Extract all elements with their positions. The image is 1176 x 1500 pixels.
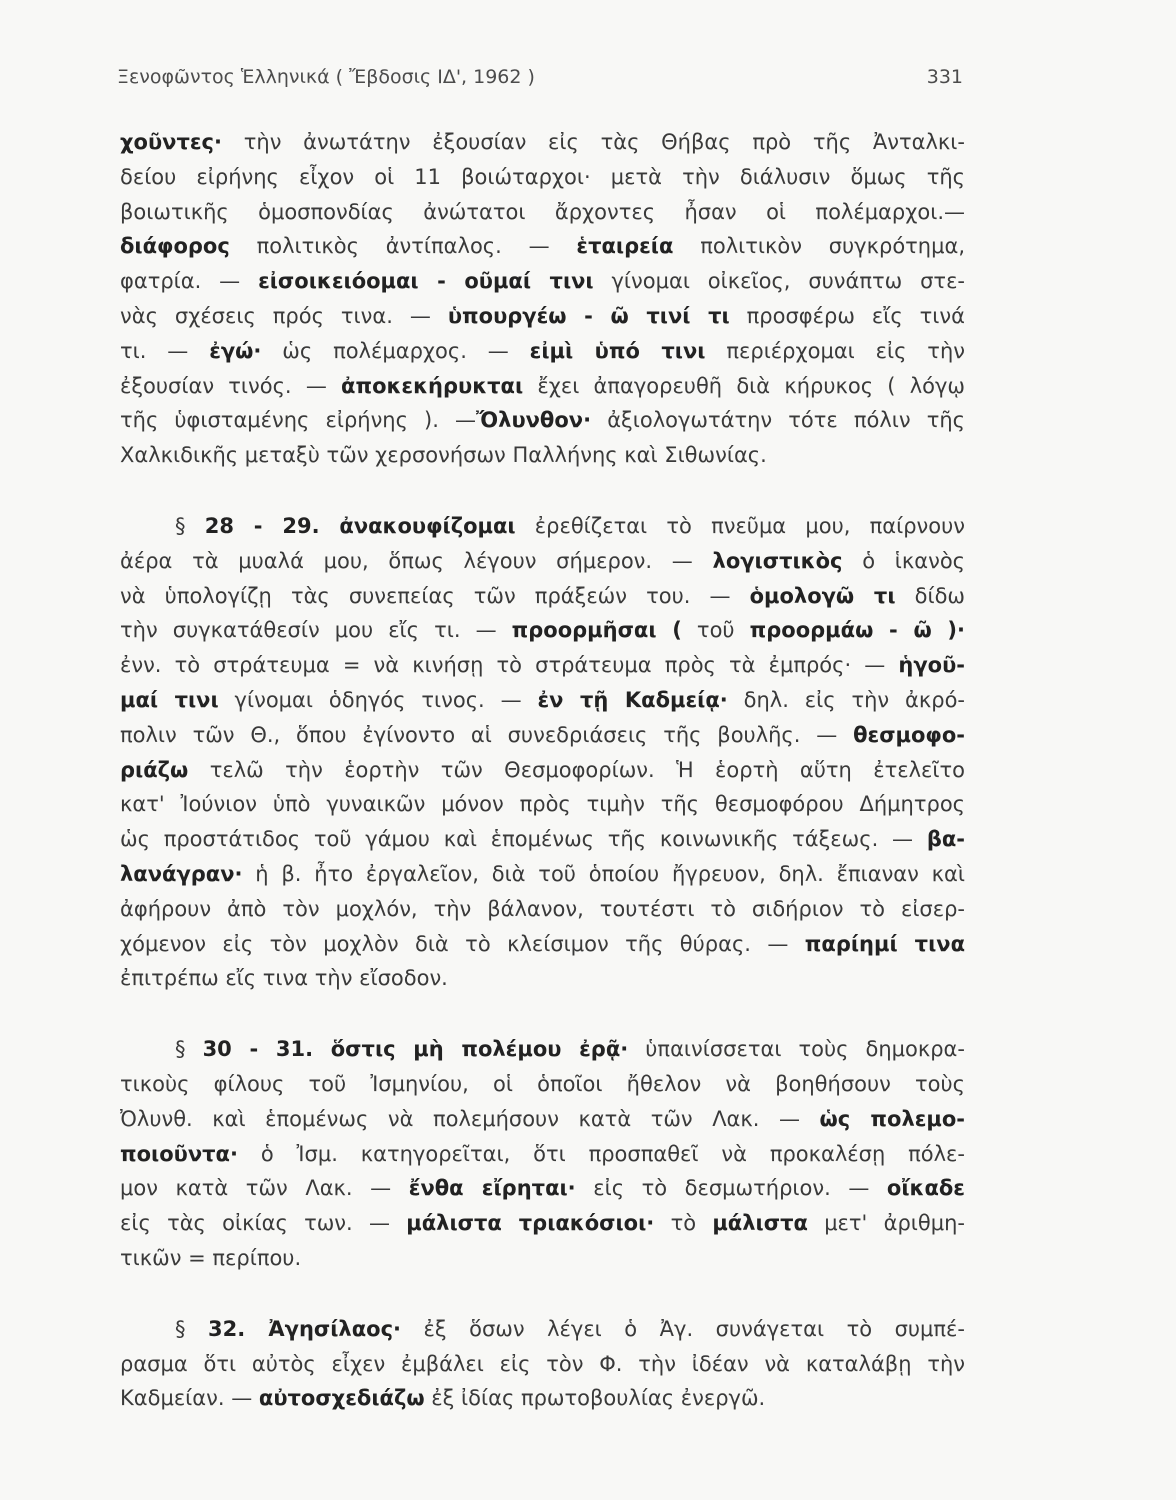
bold-term: εἰμὶ ὑπό τινι (529, 338, 706, 363)
body-text (120, 125, 965, 1416)
text-segment: ἀφήρουν ἀπὸ τὸν μοχλόν, τὴν βάλανον, τουτέστι τὸ σιδήριον τὸ εἰσερ- (120, 896, 965, 921)
text-segment: χόμενον εἰς τὸν μοχλὸν διὰ τὸ κλείσιμον τῆς θύρας. — (120, 931, 805, 956)
text-segment: τικῶν = περίπου. (120, 1245, 302, 1270)
text-segment: πολιτικὸς ἀντίπαλος. — (229, 234, 577, 259)
bold-term: λογιστικὸς (712, 548, 843, 573)
text-segment: δείου εἰρήνης εἶχον οἱ 11 βοιώταρχοι· μετὰ τὴν διάλυσιν ὅμως τῆς (120, 164, 965, 189)
text-line (120, 160, 965, 195)
bold-term: λανάγραν· (120, 861, 243, 886)
text-line (120, 1206, 965, 1241)
text-line (120, 438, 965, 473)
text-segment: ὡς πολέμαρχος. — (261, 338, 530, 363)
text-segment: γίνομαι οἰκεῖος, συνάπτω στε- (593, 269, 965, 294)
text-line (120, 1381, 965, 1416)
bold-term: ποιοῦντα· (120, 1141, 238, 1166)
text-segment: ἐξουσίαν τινός. — (120, 373, 342, 398)
bold-term: Ὄλυνθον· (476, 408, 592, 433)
text-segment: δηλ. εἰς τὴν ἀκρό- (727, 687, 966, 712)
bold-term: προορμάω - ῶ )· (749, 618, 965, 643)
text-line (120, 753, 965, 788)
bold-term: ἐν τῇ Καδμείᾳ· (537, 687, 728, 712)
text-segment: τικοὺς φίλους τοῦ Ἰσμηνίου, οἱ ὁποῖοι ἤθελον νὰ βοηθήσουν τοὺς (120, 1071, 965, 1096)
bold-term: χοῦντες· (120, 130, 222, 154)
text-line (120, 229, 965, 264)
text-line (120, 648, 965, 683)
bold-term: μαί τινι (120, 687, 219, 712)
bold-term: μάλιστα (712, 1211, 808, 1236)
bold-term: ἑταιρεία (576, 234, 674, 259)
text-line (120, 1347, 965, 1382)
page-number: 331 (926, 66, 963, 88)
bold-term: παρίημί τινα (804, 931, 965, 956)
text-segment: ἀξιολογωτάτην τότε πόλιν τῆς (591, 408, 966, 433)
bold-term: βα- (926, 827, 965, 852)
text-segment: μον κατὰ τῶν Λακ. — (120, 1176, 409, 1201)
text-line (120, 195, 965, 230)
text-segment: ἐξ ἰδίας πρωτοβουλίας ἐνεργῶ. (424, 1386, 766, 1411)
text-segment: τὸ (654, 1211, 713, 1236)
text-line (120, 334, 965, 369)
running-head (117, 64, 963, 90)
bold-term: ὁμολογῶ τι (749, 583, 896, 608)
bold-term: οἴκαδε (886, 1176, 965, 1201)
text-segment: τελῶ τὴν ἑορτὴν τῶν Θεσμοφορίων. Ἡ ἑορτὴ αὕτη ἐτελεῖτο (188, 757, 965, 782)
text-line (120, 1032, 965, 1067)
text-line (120, 264, 965, 299)
bold-term: ἡγοῦ- (898, 653, 965, 678)
bold-term: ριάζω (120, 757, 189, 782)
text-segment: νὰς σχέσεις πρός τινα. — (120, 303, 448, 328)
text-segment: ὑπαινίσσεται τοὺς δημοκρα- (628, 1037, 965, 1062)
text-segment: § (175, 1316, 209, 1341)
text-segment: ἐξ ὅσων λέγει ὁ Ἀγ. συνάγεται τὸ συμπέ- (401, 1316, 965, 1341)
text-line (120, 1067, 965, 1102)
text-segment: Ὀλυνθ. καὶ ἑπομένως νὰ πολεμήσουν κατὰ τῶν Λακ. — (120, 1106, 820, 1131)
text-line (120, 1102, 965, 1137)
text-segment: ὁ ἱκανὸς (842, 548, 965, 573)
text-segment: ἀέρα τὰ μυαλά μου, ὅπως λέγουν σήμερον. — (120, 548, 713, 573)
text-segment: § (175, 513, 205, 538)
text-line (120, 613, 965, 648)
bold-term: ὡς πολεμο- (819, 1106, 966, 1131)
text-segment: ἔχει ἀπαγορευθῆ διὰ κήρυκος ( λόγῳ (523, 373, 965, 398)
text-segment: τοῦ (681, 618, 750, 643)
text-segment: δίδω (895, 583, 965, 608)
text-line (120, 857, 965, 892)
text-line (120, 579, 965, 614)
paragraph (120, 1312, 965, 1416)
paragraph (120, 1032, 965, 1276)
bold-term: ὑπουργέω - ῶ τινί τι (447, 303, 730, 328)
text-segment: τῆς ὑφισταμένης εἰρήνης ). — (120, 408, 477, 433)
text-line (120, 787, 965, 822)
text-segment: γίνομαι ὁδηγός τινος. — (218, 687, 538, 712)
text-segment: φατρία. — (120, 269, 259, 294)
text-line (120, 718, 965, 753)
text-line (120, 927, 965, 962)
paragraph-continued (120, 125, 965, 473)
text-segment: τὴν ἀνωτάτην ἐξουσίαν εἰς τὰς Θήβας πρὸ τῆς Ἀνταλκι- (221, 130, 965, 154)
text-line (120, 544, 965, 579)
bold-term: διάφορος (120, 234, 230, 259)
text-segment: ὡς προστάτιδος τοῦ γάμου καὶ ἑπομένως τῆς κοινωνικῆς τάξεως. — (120, 827, 927, 852)
text-line (120, 403, 965, 438)
text-line (120, 509, 965, 544)
text-segment: περιέρχομαι εἰς τὴν (705, 338, 965, 363)
text-line (120, 1312, 965, 1347)
text-segment: ἐνν. τὸ στράτευμα = νὰ κινήσῃ τὸ στράτευμα πρὸς τὰ ἐμπρός· — (120, 653, 899, 678)
paragraph (120, 509, 965, 996)
bold-term: ἔνθα εἴρηται· (408, 1176, 576, 1201)
text-segment: Χαλκιδικῆς μεταξὺ τῶν χερσονήσων Παλλήνης καὶ Σιθωνίας. (120, 443, 767, 468)
text-segment: ἐπιτρέπω εἴς τινα τὴν εἴσοδον. (120, 966, 448, 991)
text-segment: τι. — (120, 338, 210, 363)
text-segment: ἡ β. ἦτο ἐργαλεῖον, διὰ τοῦ ὁποίου ἤγρευον, δηλ. ἔπιαναν καὶ (242, 861, 965, 886)
text-line (120, 1171, 965, 1206)
bold-term: 28 - 29. ἀνακουφίζομαι (204, 513, 516, 538)
running-head-title: Ξενοφῶντος Ἑλληνικά ( Ἔβδοσις ΙΔ', 1962 ) (117, 66, 535, 88)
bold-term: θεσμοφο- (853, 722, 965, 747)
text-line (120, 369, 965, 404)
text-line (120, 822, 965, 857)
bold-term: 32. Ἀγησίλαος· (208, 1316, 402, 1341)
text-segment: πολιν τῶν Θ., ὅπου ἐγίνοντο αἱ συνεδριάσεις τῆς βουλῆς. — (120, 722, 854, 747)
text-segment: νὰ ὑπολογίζῃ τὰς συνεπείας τῶν πράξεών του. — (120, 583, 750, 608)
text-segment: εἰς τὸ δεσμωτήριον. — (575, 1176, 887, 1201)
text-line (120, 1137, 965, 1172)
bold-term: αὐτοσχεδιάζω (258, 1386, 425, 1411)
text-line (120, 961, 965, 996)
bold-term: ἀποκεκήρυκται (341, 373, 524, 398)
text-line (120, 892, 965, 927)
bold-term: ἐγώ· (209, 338, 262, 363)
text-segment: § (175, 1037, 203, 1062)
text-segment: κατ' Ἰούνιον ὑπὸ γυναικῶν μόνον πρὸς τιμὴν τῆς θεσμοφόρου Δήμητρος (120, 792, 965, 817)
text-segment: πολιτικὸν συγκρότημα, (673, 234, 965, 259)
text-segment: τὴν συγκατάθεσίν μου εἴς τι. — (120, 618, 512, 643)
text-segment: βοιωτικῆς ὁμοσπονδίας ἀνώτατοι ἄρχοντες ἦσαν οἱ πολέμαρχοι.— (120, 199, 965, 224)
text-segment: μετ' ἀριθμη- (807, 1211, 965, 1236)
bold-term: εἰσοικειόομαι - οῦμαί τινι (258, 269, 594, 294)
bold-term: προορμῆσαι ( (511, 618, 682, 643)
text-segment: Καδμείαν. — (120, 1386, 259, 1411)
text-segment: ρασμα ὅτι αὐτὸς εἶχεν ἐμβάλει εἰς τὸν Φ. τὴν ἰδέαν νὰ καταλάβῃ τὴν (120, 1351, 965, 1376)
text-line (120, 299, 965, 334)
bold-term: μάλιστα τριακόσιοι· (406, 1211, 655, 1236)
text-segment: ἐρεθίζεται τὸ πνεῦμα μου, παίρνουν (515, 513, 965, 538)
text-line (120, 683, 965, 718)
text-line (120, 125, 965, 160)
text-segment: προσφέρω εἴς τινά (729, 303, 965, 328)
text-segment: εἰς τὰς οἰκίας των. — (120, 1211, 407, 1236)
text-line (120, 1241, 965, 1276)
bold-term: 30 - 31. ὅστις μὴ πολέμου ἐρᾷ· (202, 1037, 629, 1062)
text-segment: ὁ Ἰσμ. κατηγορεῖται, ὅτι προσπαθεῖ νὰ προκαλέσῃ πόλε- (237, 1141, 965, 1166)
